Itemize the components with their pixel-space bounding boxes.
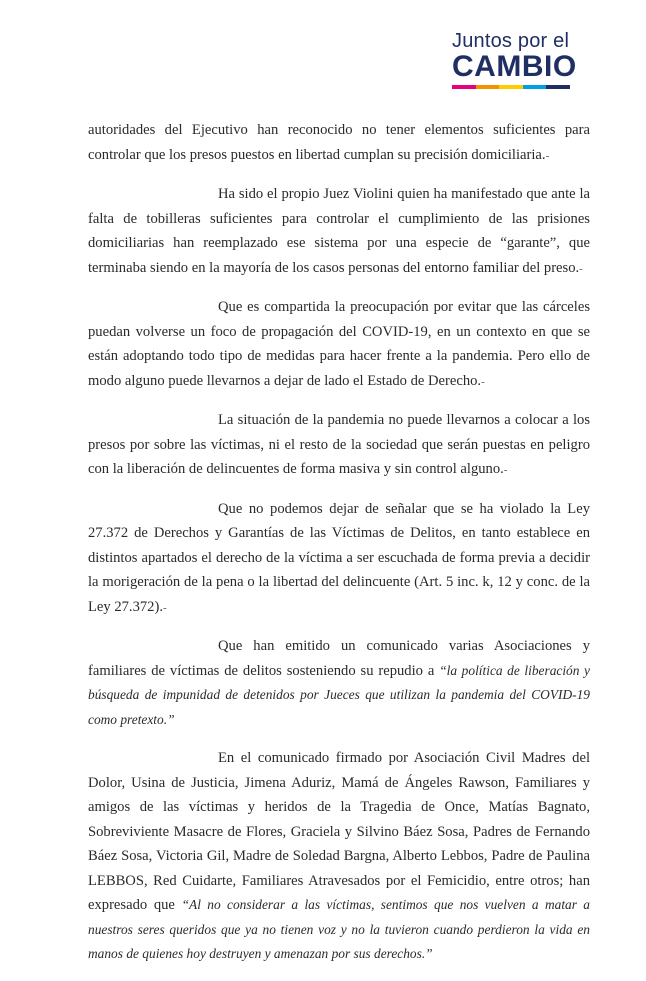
paragraph-text: autoridades del Ejecutivo han reconocido no tener elementos suficientes para controlar que los presos puestos en libertad cumplan su precisión domiciliaria. [88,122,590,163]
paragraph-text: En el comunicado firmado por Asociación Civil Madres del Dolor, Usina de Justicia, Jimena Aduriz, Mamá de Ángeles Rawson, Familiares y amigos de las víctimas y heridos de la Tragedia de Once, Matías Bagnato, Sobreviviente Masacre de Flores, Graciela y Silvino Báez Sosa, Padres de Fernando Báez Sosa, Victoria Gil, Madre de Soledad Bargna, Alberto Lebbos, Padre de Paulina LEBBOS, Red Cuidarte, Familiares Atravesados por el Femicidio, entre otros; han expresado que [88,750,590,913]
paragraph-end-mark: - [481,375,485,388]
paragraph-text: Que es compartida la preocupación por evitar que las cárceles puedan volverse un foco de propagación del COVID-19, en un contexto en que se están adoptando todo tipo de medidas para hacer frente a la pandemia. Pero ello de modo alguno puede llevarnos a dejar de lado el Estado de Derecho. [88,299,590,389]
paragraph-end-mark: - [579,262,583,275]
paragraph-end-mark: - [503,464,508,476]
paragraph-4 [88,408,590,483]
paragraph-2 [88,182,590,281]
paragraph-quote: “la política de liberación y búsqueda de impunidad de detenidos por Jueces que utilizan la pandemia del COVID-19 como pretexto.” [88,662,590,727]
logo-color-stripe [452,85,570,89]
logo-line-2: CAMBIO [452,50,577,83]
logo-line-1: Juntos por el [452,30,570,52]
paragraph-6 [88,634,590,732]
paragraph-3 [88,295,590,394]
paragraph-5 [88,497,590,621]
paragraph-text: La situación de la pandemia no puede llevarnos a colocar a los presos por sobre las víctimas, ni el resto de la sociedad que serán puestas en peligro con la liberación de delincuentes de forma masiva y sin control alguno. [88,412,590,477]
party-logo [452,30,602,89]
paragraph-7 [88,746,590,967]
paragraph-quote: “Al no considerar a las víctimas, sentimos que nos vuelven a matar a nuestros seres queridos que ya no tienen voz y no la tuvieron cuando perdieron la vida en manos de quienes hoy destruyen y amenazan por sus derechos.” [88,897,591,961]
paragraph-text: Que no podemos dejar de señalar que se ha violado la Ley 27.372 de Derechos y Garantías de las Víctimas de Delitos, en tanto establece en distintos apartados el derecho de la víctima a ser escuchada de forma previa a decidir la morigeración de la pena o la libertad del delincuente (Art. 5 inc. k, 12 y conc. de la Ley 27.372). [88,500,590,615]
document-body [88,118,590,981]
paragraph-1 [88,118,590,168]
paragraph-end-mark: - [162,601,167,614]
paragraph-text: Ha sido el propio Juez Violini quien ha manifestado que ante la falta de tobilleras suficientes para controlar el cumplimiento de las prisiones domiciliarias han reemplazado ese sistema por una especie de “garante”, que terminaba siendo en la mayoría de los casos personas del entorno familiar del preso. [88,186,590,276]
paragraph-end-mark: - [545,149,550,162]
paragraph-text: Que han emitido un comunicado varias Asociaciones y familiares de víctimas de delitos sosteniendo su repudio a [88,638,590,679]
